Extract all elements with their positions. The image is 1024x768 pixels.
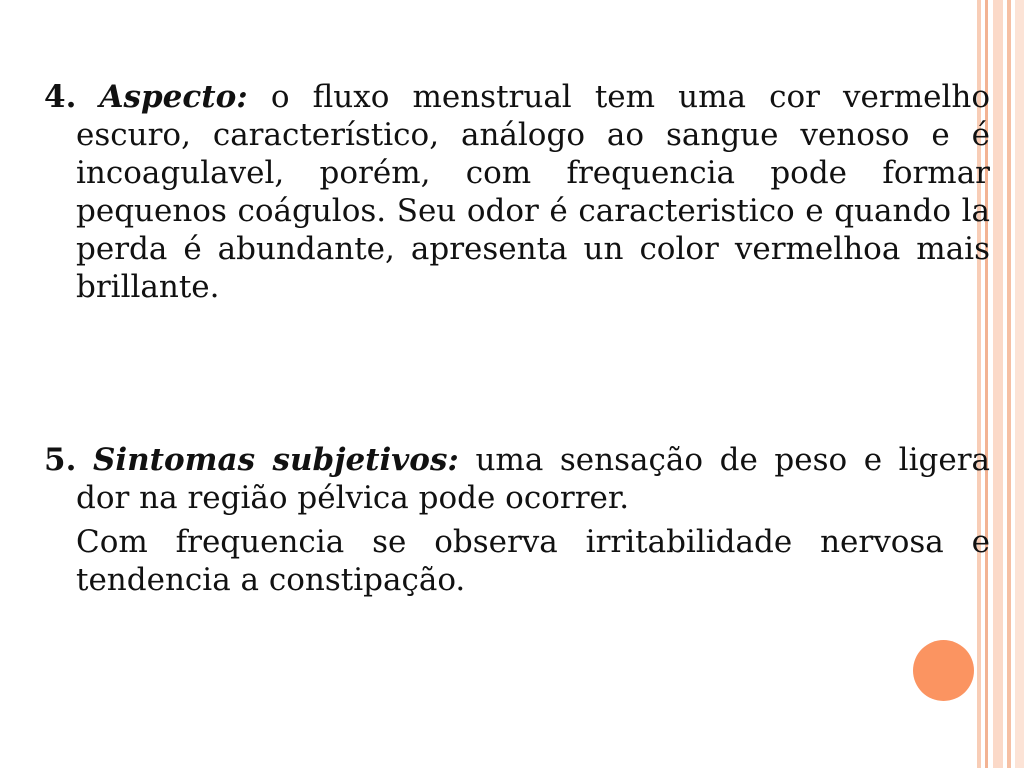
- item-label: Sintomas subjetivos:: [92, 442, 459, 478]
- item-label: Aspecto:: [99, 79, 248, 115]
- slide-content: [44, 78, 990, 599]
- decorative-circle: [913, 640, 974, 701]
- border-stripe: [993, 0, 1003, 768]
- item-sintomas: [44, 441, 990, 517]
- item-continuation-text: Com frequencia se observa irritabilidade nervosa e tendencia a constipação.: [76, 524, 990, 598]
- item-text: uma sensação de peso e ligera dor na região pélvica pode ocorrer.: [76, 442, 991, 516]
- border-stripe: [1007, 0, 1011, 768]
- item-sintomas-continuation: [44, 523, 990, 599]
- item-text: o fluxo menstrual tem uma cor vermelho escuro, característico, análogo ao sangue venoso e é incoagulavel, porém, com frequencia pode formar pequenos coágulos. Seu odor é caracteristico e quando la perda é abundante, apresenta un color vermelhoa mais brillante.: [76, 79, 990, 305]
- item-number: 5.: [44, 442, 77, 478]
- item-number: 4.: [44, 79, 77, 115]
- item-aspecto: [44, 78, 990, 306]
- border-stripe: [1015, 0, 1024, 768]
